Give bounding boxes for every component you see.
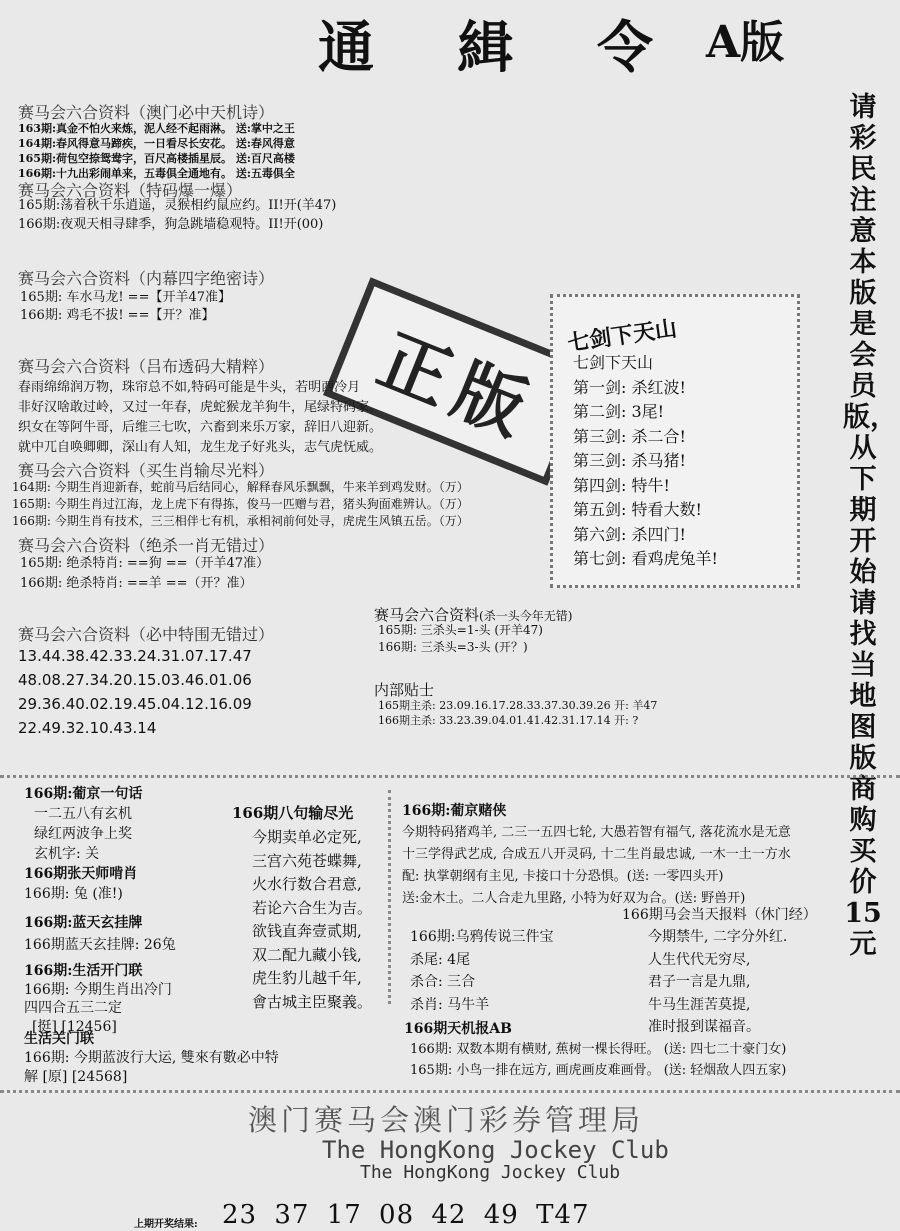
section-body-tianji	[18, 121, 295, 181]
section-divider	[0, 775, 900, 778]
number-row: 22.49.32.10.43.14	[18, 719, 157, 737]
block-title: 166期:蓝天玄挂牌	[24, 915, 143, 931]
text-line: 人生代代无穷尽,	[648, 951, 751, 968]
number-row: 29.36.40.02.19.45.04.12.16.09	[18, 695, 252, 713]
section-title-zodiac: 赛马会六合资料（买生肖输尽光料）	[18, 461, 275, 480]
text-line: 君子一言是九鼎,	[648, 974, 751, 990]
text-line: 165期: 三杀头=1-头 (开羊47)	[378, 623, 543, 637]
section-title-number-range: 赛马会六合资料（必中特围无错过）	[18, 625, 275, 644]
list-item: 第六剑: 杀四门!	[573, 524, 686, 544]
text-line: 165期主杀: 23.09.16.17.28.33.37.30.39.26 开: 羊47	[378, 699, 658, 712]
text-line: 春雨绵绵润万物，珠帘总不如,特码可能是牛头，若明西冷月	[18, 380, 361, 395]
text-line: 166期: 绝杀特肖: ==羊 ==（开？准）	[20, 576, 253, 591]
text-line: 165期:荡着秋千乐逍遥，灵猴相约鼠应约。II!开(羊47)	[18, 198, 337, 213]
text-line: 杀尾: 4尾	[410, 951, 471, 968]
block-title: 166期:生活开门联	[24, 963, 143, 979]
text-line: 165期:荷包空捺鸳鸯字，百尺高楼插星辰。 送:百尺高楼	[18, 152, 295, 165]
text-line: 165期: 绝杀特肖: ==狗 ==（开羊47准）	[20, 556, 270, 571]
seven-swords-title: 七剑下天山	[573, 353, 654, 372]
text-line: 166期: 兔 (准!)	[24, 886, 123, 902]
block-title: 166期:乌鸦传说三件宝	[410, 929, 554, 945]
club-name-large: The HongKong Jockey Club	[322, 1136, 669, 1164]
block-open-door	[24, 962, 172, 1036]
text-line: 杀合: 三合	[410, 974, 476, 990]
page-title: 通 緝 令	[318, 15, 685, 81]
number-range-list	[18, 644, 252, 740]
text-line: 163期:真金不怕火来炼，泥人经不起雨淋。 送:掌中之王	[18, 122, 295, 135]
footer-divider	[0, 1090, 900, 1093]
text-line: 一二五八有玄机	[34, 806, 132, 822]
seven-swords-box	[550, 294, 800, 588]
block-blue-sky	[24, 912, 176, 956]
section-body-special-code	[18, 196, 336, 234]
result-label: 上期开奖结果:	[134, 1219, 198, 1230]
block-one-sentence	[24, 784, 142, 864]
text-line: 十三学得武艺成, 合成五八开灵码, 十二生肖最忠诚, 一木一土一方水	[402, 847, 791, 862]
edition-label: A版	[706, 17, 785, 68]
section-title-lubu: 赛马会六合资料（吕布透码大精粹）	[18, 357, 275, 376]
block-title-report: 166期马会当天报料（休门经）	[622, 907, 817, 923]
section-body-kill-head	[378, 622, 543, 656]
section-title-main: 赛马会六合资料	[374, 606, 480, 624]
org-name: 澳门赛马会澳门彩券管理局	[248, 1103, 645, 1137]
text-line: 玄机字: 关	[34, 846, 100, 862]
block-close-door	[24, 1030, 279, 1087]
text-line: 165期: 今期生肖过江海，龙上虎下有得拣，俊马一匹赠与君，猪头狗面难辨认。（万）	[12, 497, 469, 511]
list-item: 第三剑: 杀二合!	[573, 426, 686, 446]
sidebar-notice: 请彩民注意本版是会员版，从下期开始请找当地图版商购买价15元	[843, 92, 897, 960]
text-line: 今期特码猪鸡羊, 二三一五四七轮, 大愚若智有福气, 落花流水是无意	[402, 825, 791, 840]
list-item: 第三剑: 杀马猪!	[573, 451, 686, 470]
poem-line: 會古城主臣聚義。	[252, 992, 373, 1011]
result-numbers: 23 37 17 08 42 49 T47	[222, 1200, 590, 1230]
text-line: 就中兀自唤卿卿，深山有人知，龙生龙子好兆头，志气虎怃威。	[18, 440, 383, 455]
section-title-four-char-poem: 赛马会六合资料（内幕四字绝密诗）	[18, 269, 275, 288]
club-name-small: The HongKong Jockey Club	[360, 1162, 621, 1183]
text-line: 164期: 今期生肖迎新春，蛇前马后结同心，解释春风乐飘飘，牛来羊到鸡发财。（万）	[12, 480, 469, 494]
text-line: 166期: 双数本期有横财, 蕉树一棵长得旺。 (送: 四七二十豪门女)	[410, 1042, 787, 1057]
list-item: 第一剑: 杀红波!	[573, 377, 686, 397]
text-line: 送:金木土。二人合走九里路, 小特为好双为合。(送: 野兽开)	[402, 891, 746, 906]
block-title: 生活关门联	[24, 1031, 94, 1047]
text-line: [挺] [12456]	[32, 1018, 117, 1035]
poem-line: 今期卖单必定死,	[252, 828, 362, 846]
block-tianshi	[24, 864, 137, 904]
poem-line: 双二配九藏小钱,	[252, 945, 362, 964]
text-line: 杀肖: 马牛羊	[410, 996, 490, 1013]
insider-title: 内部贴士	[374, 681, 435, 699]
poem-line: 若论六合生为吉。	[252, 898, 373, 917]
text-line: 165期: 小鸟一排在远方, 画虎画皮难画骨。 (送: 轻烟敌人四五家)	[410, 1063, 787, 1078]
text-line: 166期: 今期生肖出冷门	[24, 981, 172, 998]
block-report	[648, 926, 787, 1039]
block-gambler	[402, 822, 791, 910]
text-line: 164期:春风得意马蹄疾，一日看尽长安花。 送:春风得意	[18, 137, 295, 150]
section-title-tianji: 赛马会六合资料（澳门必中天机诗）	[18, 103, 275, 122]
block-title: 166期:葡京一句话	[24, 786, 143, 802]
section-title-sub: (杀一头今年无错)	[479, 609, 573, 623]
text-line: 166期:十九出彩闹单来，五毒俱全通地有。 送:五毒俱全	[18, 167, 295, 180]
seven-swords-logo: 七剑下天山	[565, 315, 679, 357]
insider-body	[378, 698, 657, 728]
text-line: 165期: 车水马龙! ==【开羊47准】	[20, 290, 232, 305]
section-title-kill-zodiac: 赛马会六合资料（绝杀一肖无错过）	[18, 536, 275, 555]
text-line: 166期: 鸡毛不拔! ==【开？准】	[20, 308, 215, 323]
block-title-gambler: 166期:葡京赌侠	[402, 803, 507, 819]
text-line: 绿红两波争上奖	[34, 826, 132, 842]
block-title-tianji-ab: 166期天机报AB	[404, 1021, 512, 1037]
text-line: 166期主杀: 33.23.39.04.01.41.42.31.17.14 开: ?	[378, 714, 639, 727]
text-line: 织女在等阿牛哥，后维三七吹，六畜到来乐万家，辞旧八迎新。	[18, 420, 383, 435]
text-line: 今期禁牛, 二字分外红.	[648, 929, 788, 945]
poem-line: 欲钱直奔壹贰期,	[252, 922, 362, 940]
list-item: 第五剑: 特看大数!	[573, 500, 702, 519]
list-item: 第四剑: 特牛!	[573, 475, 670, 495]
number-row: 48.08.27.34.20.15.03.46.01.06	[18, 671, 252, 689]
block-eight-lines	[252, 826, 372, 1014]
seven-swords-list	[573, 351, 718, 572]
genuine-stamp: 正版	[323, 277, 595, 485]
list-item: 第二剑: 3尾!	[573, 402, 665, 421]
section-title-special-code: 赛马会六合资料（特码爆一爆）	[18, 181, 243, 200]
text-line: 非好汉啥敢过岭，又过一年春，虎蛇猴龙羊狗牛，尾绿特码家。	[18, 400, 383, 415]
text-line: 配: 执掌朝纲有主见, 卡接口十分恐惧。(送: 一零四头开)	[402, 869, 724, 884]
text-line: 牛马生涯苦莫提,	[648, 996, 751, 1013]
poem-line: 火水行数合君意,	[252, 875, 362, 893]
poem-line: 虎生豹儿越千年,	[252, 969, 362, 987]
text-line: 四四合五三二定	[24, 1000, 122, 1016]
text-line: 166期蓝天玄挂牌: 26兔	[24, 937, 176, 953]
block-crow	[410, 926, 553, 1016]
column-divider	[388, 790, 391, 1004]
text-line: 解 [原] [24568]	[24, 1069, 128, 1085]
text-line: 准时报到谋福音。	[648, 1019, 760, 1035]
number-row: 13.44.38.42.33.24.31.07.17.47	[18, 647, 252, 665]
block-tianji-ab	[410, 1039, 786, 1081]
poem-line: 三宫六苑苍蝶舞,	[252, 851, 362, 870]
section-body-kill-zodiac	[20, 554, 269, 594]
block-title-eight-lines: 166期八句输尽光	[232, 804, 354, 822]
section-body-four-char-poem	[20, 289, 231, 325]
list-item: 第七剑: 看鸡虎兔羊!	[573, 549, 718, 568]
section-body-lubu	[18, 378, 382, 458]
text-line: 166期:夜观天相寻肆季，狗急跳墙稳观特。II!开(00)	[18, 217, 324, 232]
text-line: 166期: 今期蓝波行大运, 雙來有數必中特	[24, 1050, 279, 1066]
text-line: 166期: 今期生肖有技术，三三相伴七有机，承相祠前何处寻，虎虎生风镇五岳。（万）	[12, 514, 469, 528]
block-title: 166期张天师啃肖	[24, 866, 138, 882]
section-body-zodiac	[12, 479, 469, 530]
text-line: 166期: 三杀头=3-头 (开？)	[378, 640, 528, 654]
